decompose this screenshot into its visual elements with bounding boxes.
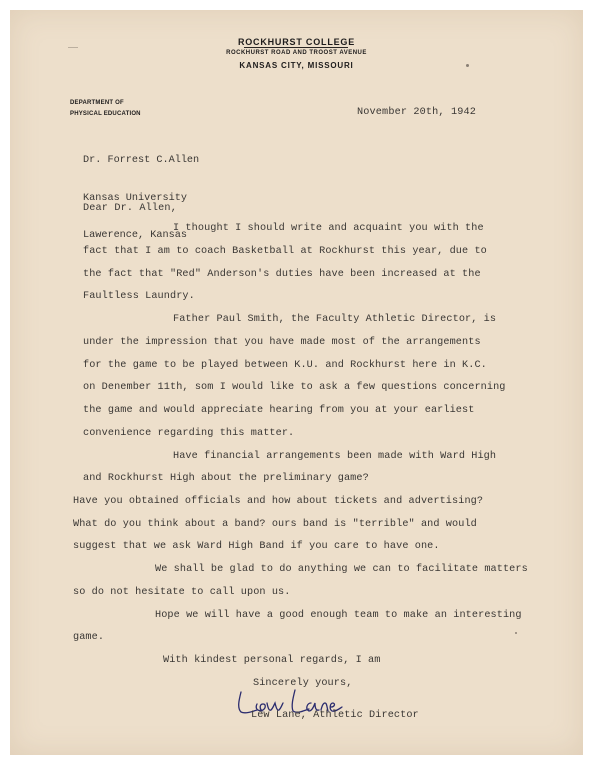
salutation: Dear Dr. Allen, xyxy=(83,203,177,214)
body-line: suggest that we ask Ward High Band if you care to have one. xyxy=(73,541,440,552)
body-line: Have you obtained officials and how about tickets and advertising? xyxy=(73,496,484,507)
closing-regards: With kindest personal regards, I am xyxy=(163,655,381,666)
letterhead-college: ROCKHURST COLLEGE xyxy=(237,37,356,47)
paper-speck xyxy=(466,64,469,67)
body-line: the fact that "Red" Anderson's duties have been increased at the xyxy=(83,269,481,280)
closing-sincerely: Sincerely yours, xyxy=(253,678,353,689)
department-line-1: DEPARTMENT OF xyxy=(70,100,124,106)
body-line: game. xyxy=(73,632,105,643)
body-line: for the game to be played between K.U. and Rockhurst here in K.C. xyxy=(83,360,487,371)
letterhead-address: ROCKHURST ROAD AND TROOST AVENUE xyxy=(226,50,367,56)
recipient-place: Lawerence, Kansas xyxy=(83,230,187,241)
body-line: so do not hesitate to call upon us. xyxy=(73,587,291,598)
paper-speck xyxy=(515,632,517,634)
body-line: Hope we will have a good enough team to make an interesting xyxy=(155,610,522,621)
body-line: convenience regarding this matter. xyxy=(83,428,295,439)
body-line: the game and would appreciate hearing from you at your earliest xyxy=(83,405,475,416)
paper-mark xyxy=(68,47,78,48)
body-line: under the impression that you have made most of the arrangements xyxy=(83,337,481,348)
body-line: Have financial arrangements been made with Ward High xyxy=(173,451,497,462)
body-line: and Rockhurst High about the preliminary game? xyxy=(83,473,369,484)
body-line: fact that I am to coach Basketball at Rockhurst this year, due to xyxy=(83,246,487,257)
body-line: Father Paul Smith, the Faculty Athletic Director, is xyxy=(173,314,497,325)
body-line: Faultless Laundry. xyxy=(83,291,195,302)
recipient-org: Kansas University xyxy=(83,192,187,204)
scan-margin-right xyxy=(583,10,600,755)
signer-name-title: Lew Lane, Athletic Director xyxy=(251,710,419,721)
letter-sheet xyxy=(10,10,583,755)
letterhead-rule xyxy=(244,47,348,48)
letter-date: November 20th, 1942 xyxy=(357,107,477,118)
scan-margin-bottom xyxy=(0,755,600,765)
body-line: on Denember 11th, som I would like to ask a few questions concerning xyxy=(83,382,506,393)
letterhead-city: KANSAS CITY, MISSOURI xyxy=(239,61,354,70)
body-line: What do you think about a band? ours band is "terrible" and would xyxy=(73,519,477,530)
department-heading xyxy=(70,98,141,120)
department-line-2: PHYSICAL EDUCATION xyxy=(70,111,141,117)
body-line: We shall be glad to do anything we can to facilitate matters xyxy=(155,564,528,575)
body-line: I thought I should write and acquaint you with the xyxy=(173,223,484,234)
recipient-name: Dr. Forrest C.Allen xyxy=(83,155,200,166)
